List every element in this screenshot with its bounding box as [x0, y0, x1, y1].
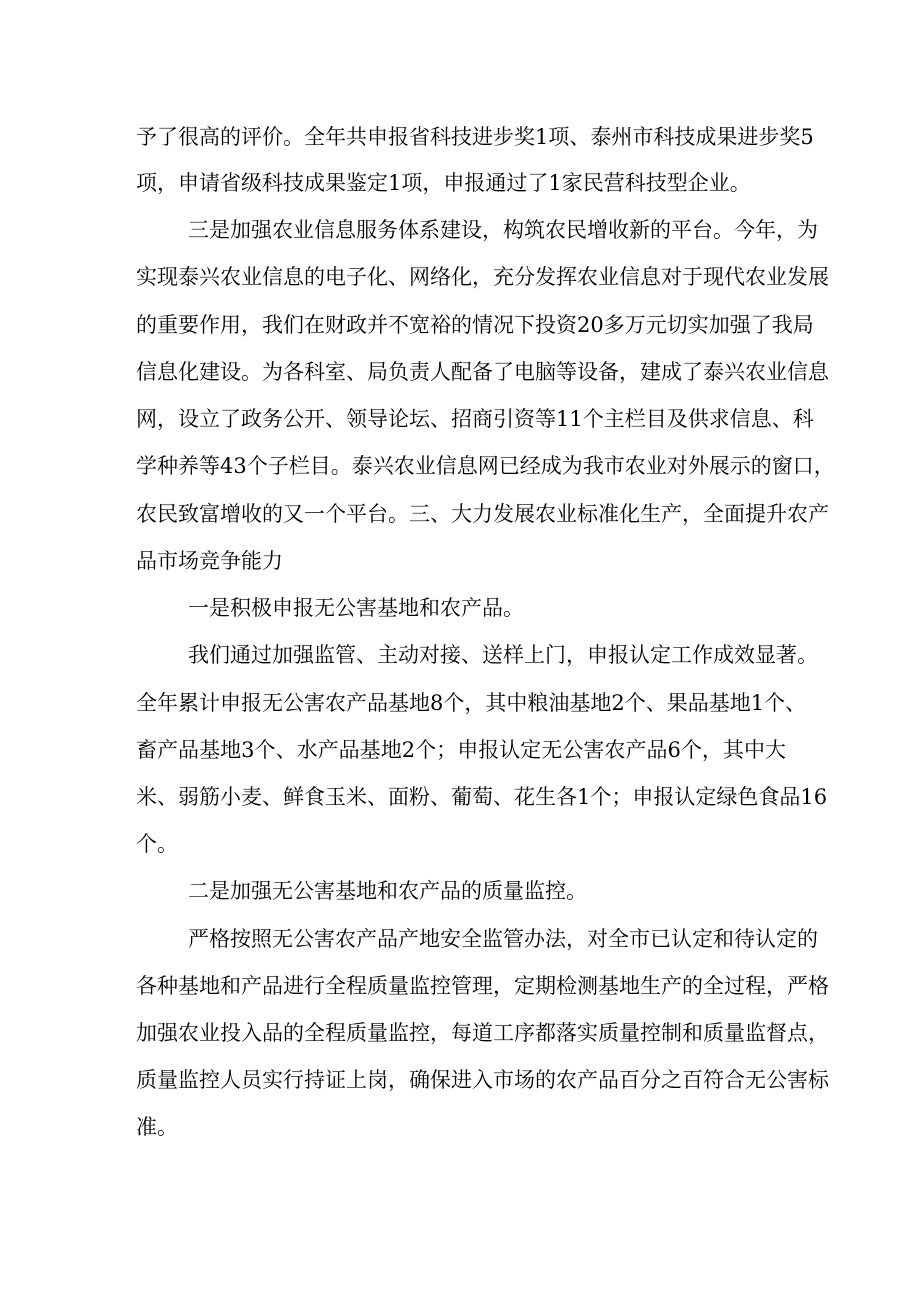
paragraph-4-line-2: 全年累计申报无公害农产品基地8个，其中粮油基地2个、果品基地1个、	[136, 691, 807, 715]
paragraph-2-line-6: 学种养等43个子栏目。泰兴农业信息网已经成为我市农业对外展示的窗口，	[136, 454, 835, 478]
paragraph-6-line-4: 质量监控人员实行持证上岗，确保进入市场的农产品百分之百符合无公害标	[136, 1068, 829, 1092]
paragraph-6-line-2: 各种基地和产品进行全程质量监控管理，定期检测基地生产的全过程，严格	[136, 974, 829, 998]
paragraph-4-line-4: 米、弱筋小麦、鲜食玉米、面粉、葡萄、花生各1个；申报认定绿色食品16	[136, 785, 828, 809]
paragraph-3-line-1: 一是积极申报无公害基地和农产品。	[188, 596, 524, 620]
paragraph-2-line-2: 实现泰兴农业信息的电子化、网络化，充分发挥农业信息对于现代农业发展	[136, 265, 829, 289]
paragraph-2-line-5: 网，设立了政务公开、领导论坛、招商引资等11个主栏目及供求信息、科	[136, 407, 814, 431]
paragraph-2-line-8: 品市场竞争能力	[136, 549, 283, 573]
paragraph-4-line-5: 个。	[136, 832, 178, 856]
paragraph-2-line-3: 的重要作用，我们在财政并不宽裕的情况下投资20多万元切实加强了我局	[136, 313, 814, 337]
paragraph-2-line-1: 三是加强农业信息服务体系建设，构筑农民增收新的平台。今年，为	[188, 218, 818, 242]
paragraph-2-line-4: 信息化建设。为各科室、局负责人配备了电脑等设备，建成了泰兴农业信息	[136, 360, 829, 384]
paragraph-1-line-2: 项，申请省级科技成果鉴定1项，申报通过了1家民营科技型企业。	[136, 171, 751, 195]
paragraph-1-line-1: 予了很高的评价。全年共申报省科技进步奖1项、泰州市科技成果进步奖5	[136, 125, 814, 149]
paragraph-4-line-3: 畜产品基地3个、水产品基地2个；申报认定无公害农产品6个，其中大	[136, 738, 786, 762]
paragraph-5-line-1: 二是加强无公害基地和农产品的质量监控。	[188, 879, 587, 903]
paragraph-4-line-1: 我们通过加强监管、主动对接、送样上门，申报认定工作成效显著。	[188, 643, 818, 667]
paragraph-6-line-3: 加强农业投入品的全程质量监控，每道工序都落实质量控制和质量监督点，	[136, 1021, 829, 1045]
paragraph-6-line-5: 准。	[136, 1115, 178, 1139]
paragraph-2-line-7: 农民致富增收的又一个平台。三、大力发展农业标准化生产，全面提升农产	[136, 502, 829, 526]
paragraph-6-line-1: 严格按照无公害农产品产地安全监管办法，对全市已认定和待认定的	[188, 927, 818, 951]
